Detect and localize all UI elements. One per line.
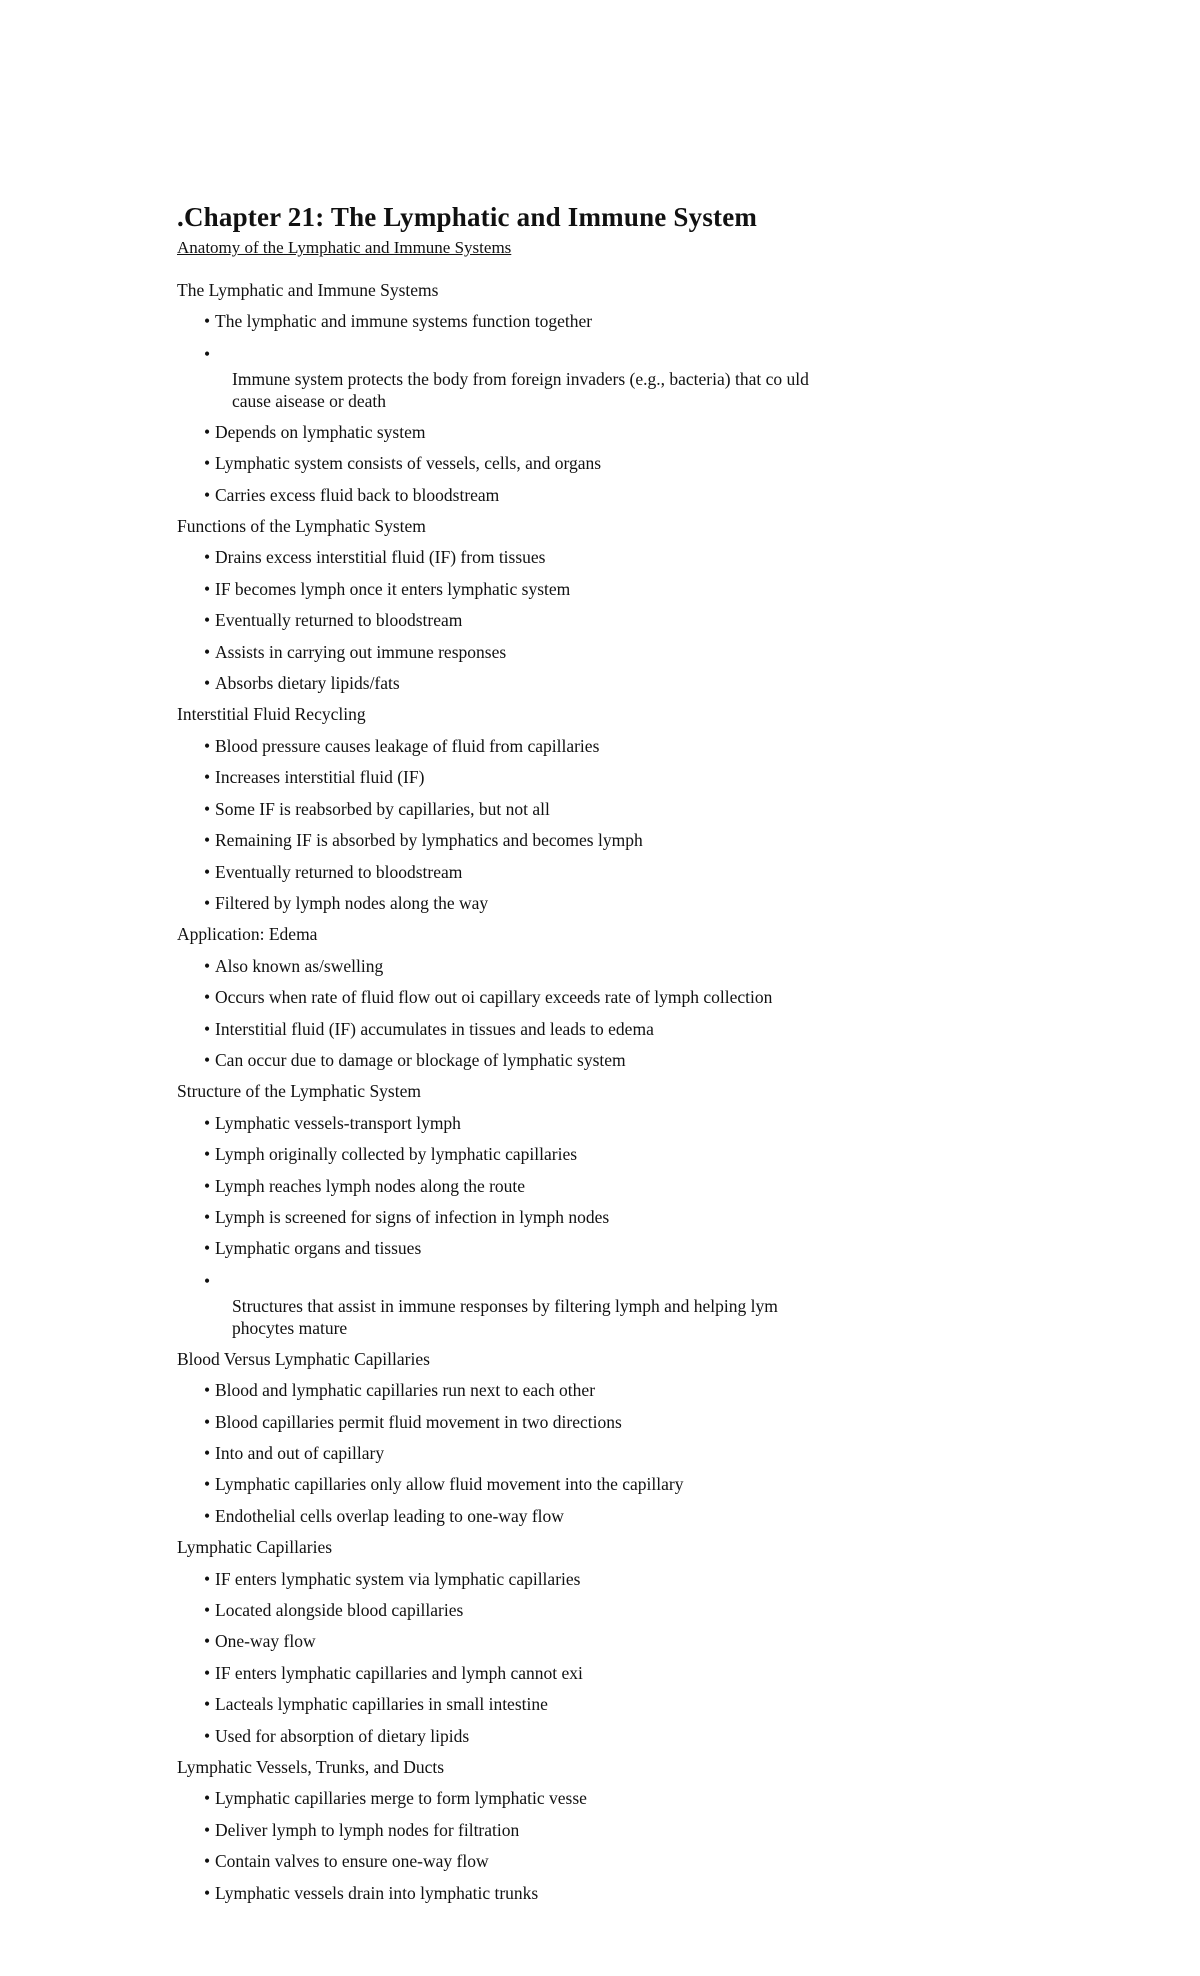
list-item <box>204 1045 837 1076</box>
list-item-text: Structures that assist in immune responses by filtering lymph and helping lym phocytes mature <box>232 1295 778 1338</box>
list-item-text: Deliver lymph to lymph nodes for filtration <box>215 1819 520 1840</box>
list-item-text: Blood capillaries permit fluid movement in two directions <box>215 1411 622 1432</box>
section-heading: Application: Edema <box>177 924 318 945</box>
list-item <box>204 480 837 511</box>
bullet-list <box>177 1375 837 1532</box>
list-item <box>204 605 837 636</box>
list-item <box>204 1878 837 1909</box>
bullet-list <box>177 542 837 699</box>
list-item <box>204 1375 837 1406</box>
bullet-icon: • <box>204 1411 211 1432</box>
bullet-list <box>177 951 837 1077</box>
list-item-text: IF enters lymphatic system via lymphatic capillaries <box>215 1568 581 1589</box>
list-item <box>204 825 837 856</box>
list-item <box>204 1783 837 1814</box>
bullet-icon: • <box>204 830 211 851</box>
bullet-icon: • <box>204 578 211 599</box>
list-item-text: Lacteals lymphatic capillaries in small intestine <box>215 1694 548 1715</box>
list-item <box>204 668 837 699</box>
list-item-text: Immune system protects the body from foreign invaders (e.g., bacteria) that co uld cause aisease or death <box>232 368 809 411</box>
list-item <box>204 542 837 573</box>
bullet-icon: • <box>204 641 211 662</box>
bullet-icon: • <box>204 311 211 332</box>
section-heading: Lymphatic Capillaries <box>177 1537 333 1558</box>
bullet-icon: • <box>204 1175 211 1196</box>
list-item <box>204 306 837 337</box>
bullet-icon: • <box>204 1049 211 1070</box>
list-item <box>204 1564 837 1595</box>
bullet-icon: • <box>204 610 211 631</box>
list-item-text: The lymphatic and immune systems function together <box>215 311 593 332</box>
bullet-icon: • <box>204 1694 211 1715</box>
list-item <box>204 794 837 825</box>
list-item <box>204 731 837 762</box>
bullet-list <box>177 731 837 919</box>
section-heading: Interstitial Fluid Recycling <box>177 704 366 725</box>
list-item-text: Can occur due to damage or blockage of lymphatic system <box>215 1049 626 1070</box>
list-item <box>204 1139 837 1170</box>
bullet-icon: • <box>204 861 211 882</box>
list-item-text: Located alongside blood capillaries <box>215 1600 464 1621</box>
list-item <box>204 1265 837 1344</box>
list-item <box>204 1658 837 1689</box>
list-item-text: Increases interstitial fluid (IF) <box>215 767 425 788</box>
list-item-text: Assists in carrying out immune responses <box>215 641 507 662</box>
bullet-icon: • <box>204 1112 211 1133</box>
list-item <box>204 338 837 417</box>
bullet-icon: • <box>204 1270 211 1291</box>
section-heading: The Lymphatic and Immune Systems <box>177 280 439 300</box>
list-item-text: IF enters lymphatic capillaries and lymph cannot exi <box>215 1662 583 1683</box>
list-item-text: IF becomes lymph once it enters lymphatic system <box>215 578 571 599</box>
list-item <box>204 1721 837 1752</box>
section-heading: Lymphatic Vessels, Trunks, and Ducts <box>177 1757 445 1778</box>
list-item-text: Blood pressure causes leakage of fluid from capillaries <box>215 735 600 756</box>
list-item <box>204 1626 837 1657</box>
bullet-icon: • <box>204 955 211 976</box>
list-item <box>204 1815 837 1846</box>
bullet-icon: • <box>204 1631 211 1652</box>
list-item-text: Interstitial fluid (IF) accumulates in tissues and leads to edema <box>215 1018 654 1039</box>
list-item <box>204 417 837 448</box>
bullet-list <box>177 1783 837 1909</box>
bullet-icon: • <box>204 1568 211 1589</box>
bullet-icon: • <box>204 343 211 364</box>
bullet-icon: • <box>204 1443 211 1463</box>
list-item <box>204 448 837 479</box>
list-item <box>204 1108 837 1139</box>
list-item <box>204 762 837 793</box>
list-item-text: Into and out of capillary <box>215 1443 385 1463</box>
bullet-icon: • <box>204 1882 211 1903</box>
page-title: .Chapter 21: The Lymphatic and Immune System <box>177 202 758 232</box>
section-heading: Functions of the Lymphatic System <box>177 516 426 537</box>
list-item-text: Lymphatic capillaries only allow fluid movement into the capillary <box>215 1474 684 1495</box>
list-item <box>204 888 837 919</box>
section-heading: Structure of the Lymphatic System <box>177 1081 421 1102</box>
bullet-list <box>177 1108 837 1344</box>
list-item-text: Filtered by lymph nodes along the way <box>215 892 489 913</box>
list-item-text: Carries excess fluid back to bloodstream <box>215 484 500 505</box>
bullet-icon: • <box>204 1380 211 1401</box>
list-item <box>204 1233 837 1264</box>
list-item-text: Also known as/swelling <box>215 955 384 976</box>
bullet-icon: • <box>204 1238 211 1259</box>
bullet-icon: • <box>204 1474 211 1495</box>
list-item <box>204 574 837 605</box>
bullet-icon: • <box>204 798 211 819</box>
list-item-text: Absorbs dietary lipids/fats <box>215 673 400 694</box>
list-item-text: Occurs when rate of fluid flow out oi capillary exceeds rate of lymph collection <box>215 987 773 1008</box>
section-heading: Blood Versus Lymphatic Capillaries <box>177 1348 430 1369</box>
bullet-icon: • <box>204 1725 211 1746</box>
bullet-icon: • <box>204 1144 211 1165</box>
list-item <box>204 857 837 888</box>
list-item-text: Lymph reaches lymph nodes along the route <box>215 1175 526 1196</box>
list-item <box>204 1501 837 1532</box>
list-item-text: Lymphatic vessels drain into lymphatic trunks <box>215 1882 539 1903</box>
list-item <box>204 951 837 982</box>
list-item-text: Eventually returned to bloodstream <box>215 861 463 882</box>
bullet-icon: • <box>204 1505 211 1526</box>
bullet-icon: • <box>204 1206 211 1227</box>
bullet-icon: • <box>204 735 211 756</box>
list-item-text: Endothelial cells overlap leading to one-way flow <box>215 1505 564 1526</box>
bullet-icon: • <box>204 1819 211 1840</box>
list-item-text: Blood and lymphatic capillaries run next to each other <box>215 1380 596 1401</box>
list-item <box>204 1469 837 1500</box>
bullet-icon: • <box>204 547 211 568</box>
sections-container <box>177 275 837 1909</box>
bullet-icon: • <box>204 453 211 474</box>
list-item <box>204 1407 837 1438</box>
document-page <box>177 198 837 1909</box>
bullet-icon: • <box>204 484 211 505</box>
list-item-text: Lymphatic capillaries merge to form lymphatic vesse <box>215 1788 587 1809</box>
bullet-icon: • <box>204 987 211 1008</box>
list-item-text: One-way flow <box>215 1631 316 1652</box>
list-item-text: Lymphatic system consists of vessels, cells, and organs <box>215 453 602 474</box>
bullet-icon: • <box>204 1018 211 1039</box>
list-item-text: Used for absorption of dietary lipids <box>215 1725 470 1746</box>
bullet-icon: • <box>204 1788 211 1809</box>
bullet-list <box>177 1564 837 1752</box>
bullet-icon: • <box>204 1851 211 1872</box>
list-item-text: Some IF is reabsorbed by capillaries, but not all <box>215 798 550 819</box>
list-item <box>204 1202 837 1233</box>
list-item-text: Eventually returned to bloodstream <box>215 610 463 631</box>
list-item-text: Contain valves to ensure one-way flow <box>215 1851 489 1872</box>
page-subtitle: Anatomy of the Lymphatic and Immune Systems <box>177 238 512 257</box>
list-item <box>204 1595 837 1626</box>
list-item <box>204 1014 837 1045</box>
list-item-text: Lymphatic vessels-transport lymph <box>215 1112 461 1133</box>
list-item <box>204 1438 837 1469</box>
bullet-icon: • <box>204 1662 211 1683</box>
list-item-text: Lymph originally collected by lymphatic capillaries <box>215 1144 578 1165</box>
bullet-icon: • <box>204 673 211 694</box>
list-item <box>204 982 837 1013</box>
bullet-icon: • <box>204 1600 211 1621</box>
bullet-icon: • <box>204 767 211 788</box>
list-item-text: Remaining IF is absorbed by lymphatics and becomes lymph <box>215 830 643 851</box>
list-item <box>204 1846 837 1877</box>
list-item-text: Lymphatic organs and tissues <box>215 1238 422 1259</box>
list-item <box>204 637 837 668</box>
list-item <box>204 1689 837 1720</box>
list-item-text: Drains excess interstitial fluid (IF) from tissues <box>215 547 546 568</box>
bullet-list <box>177 306 837 511</box>
list-item-text: Lymph is screened for signs of infection in lymph nodes <box>215 1206 610 1227</box>
bullet-icon: • <box>204 421 211 442</box>
list-item-text: Depends on lymphatic system <box>215 421 426 442</box>
list-item <box>204 1171 837 1202</box>
bullet-icon: • <box>204 892 211 913</box>
